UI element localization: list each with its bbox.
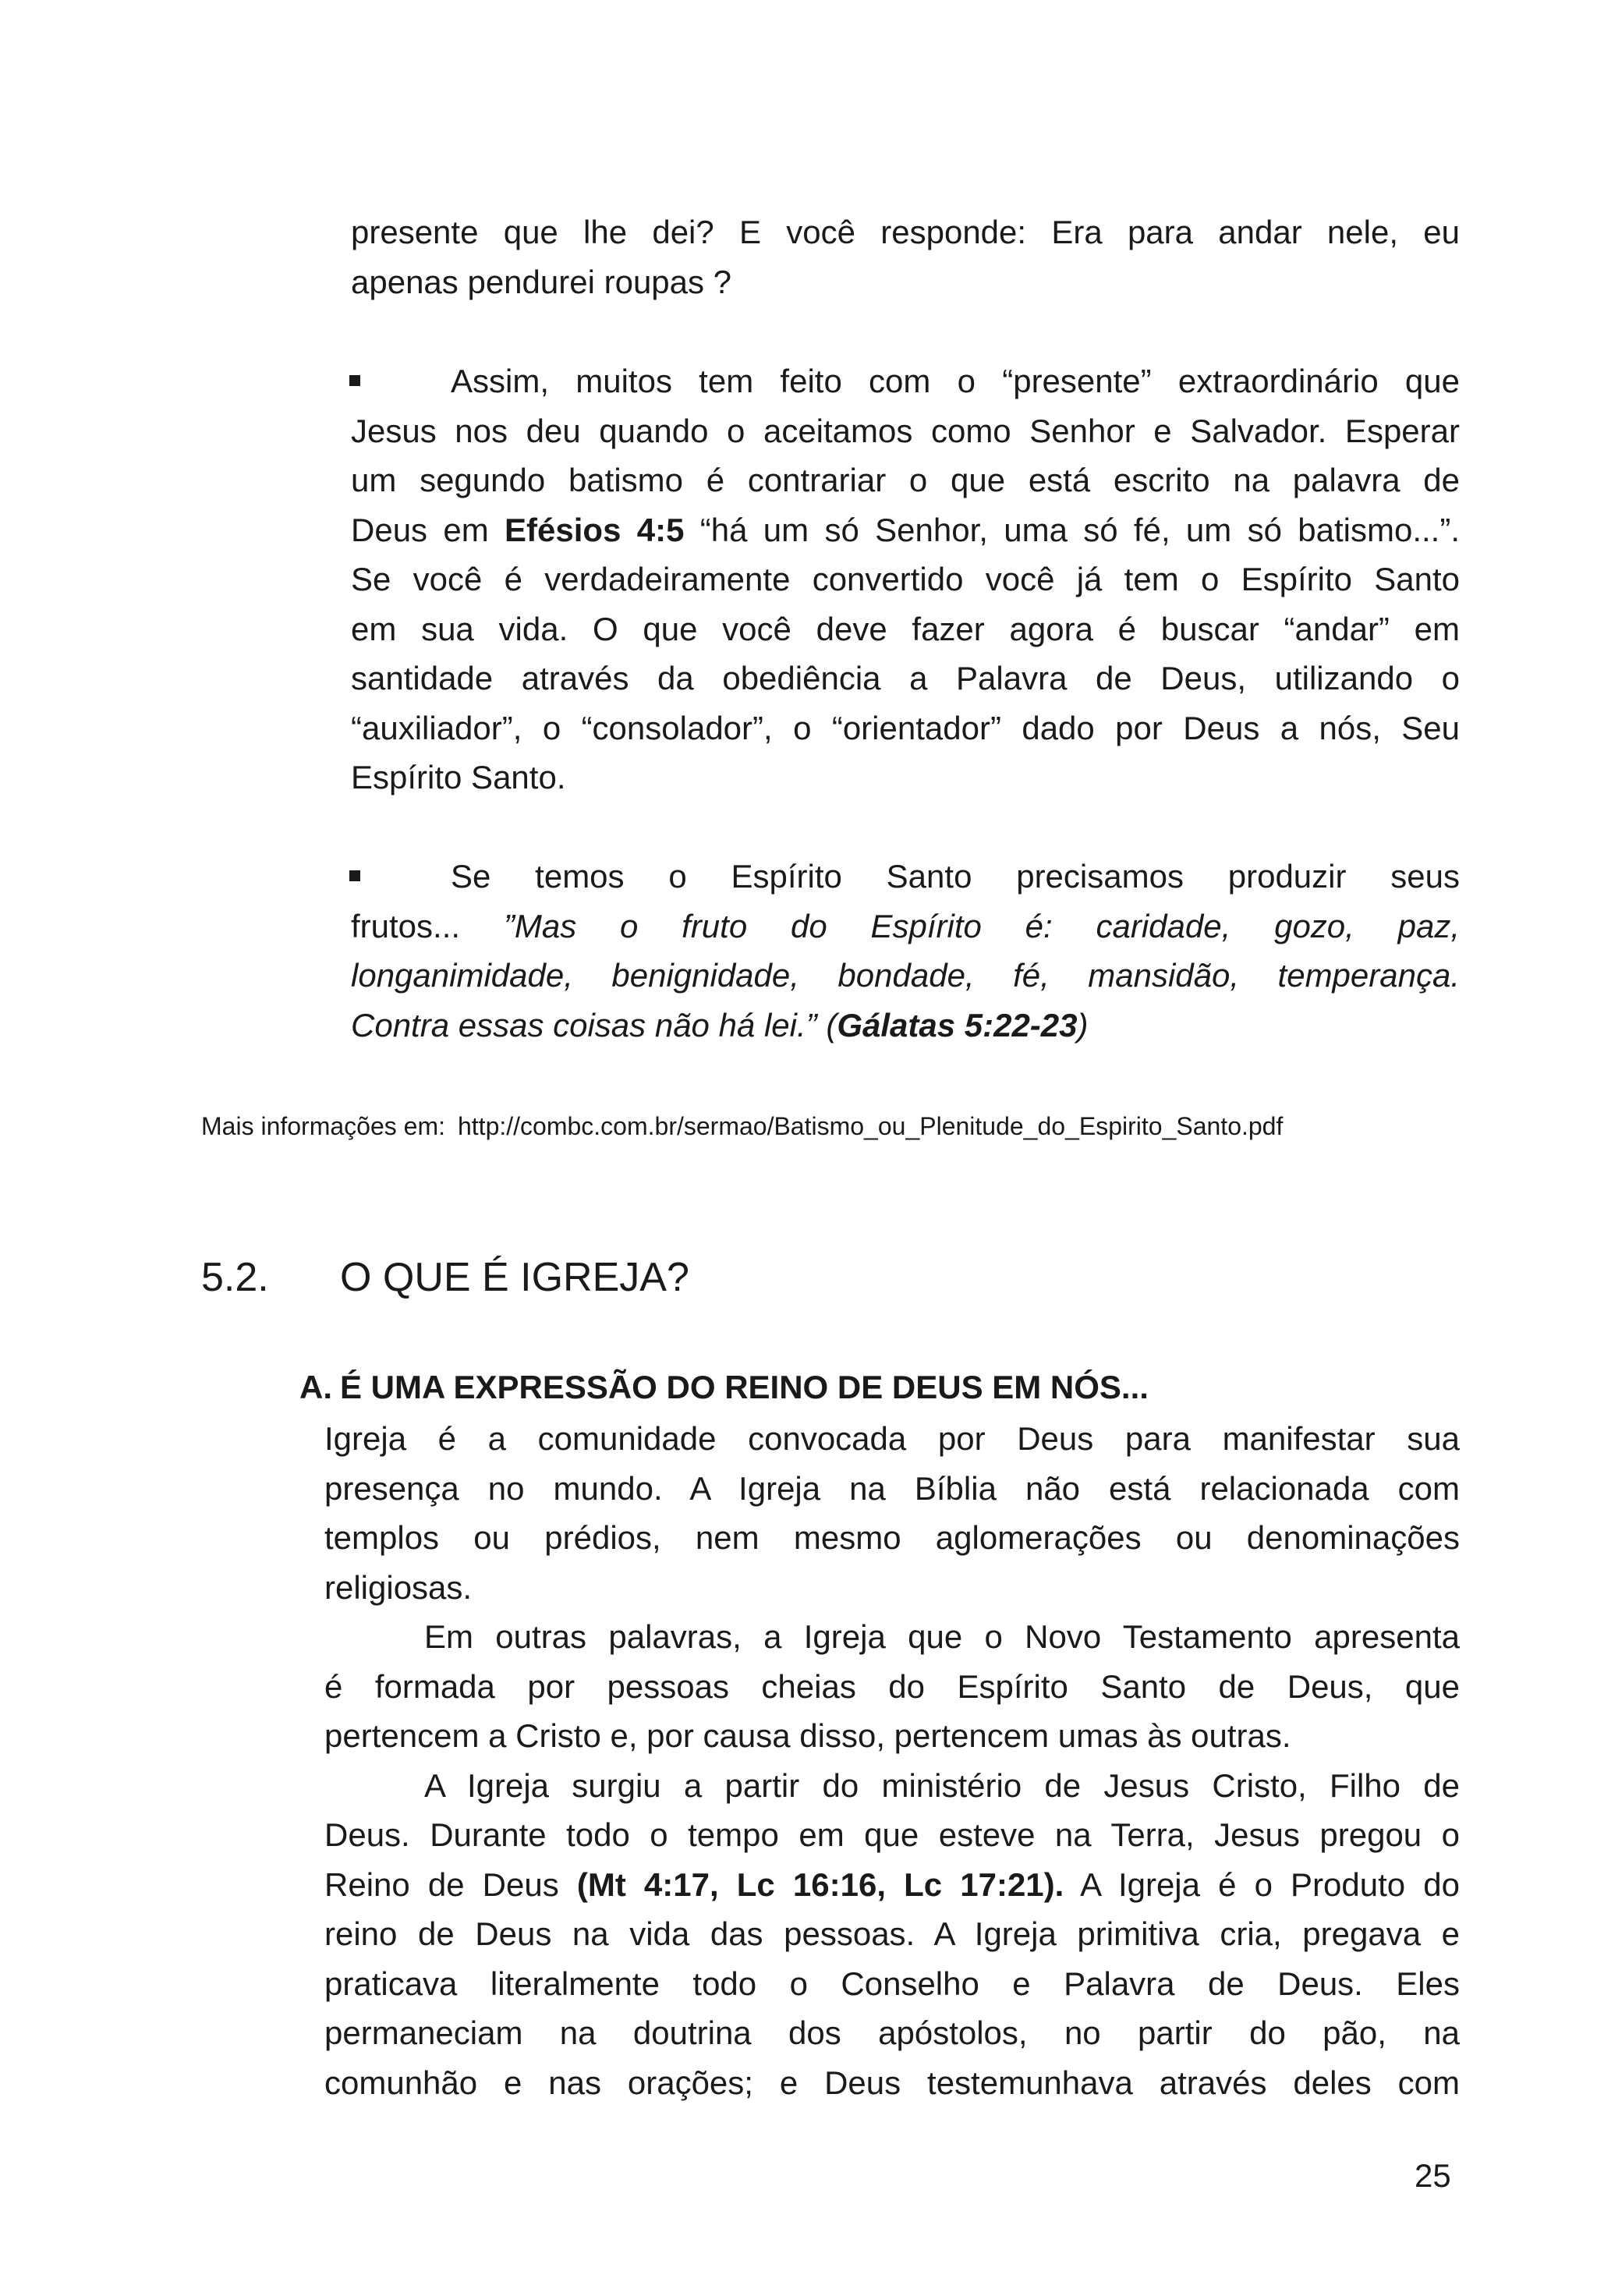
text-fragment: A Igreja é o Produto do — [1064, 1866, 1460, 1903]
text-line: apenas pendurei roupas ? — [351, 263, 732, 300]
text-line: Em outras palavras, a Igreja que o Novo Testamento apresenta — [424, 1618, 1460, 1655]
text-line: Igreja é a comunidade convocada por Deus para manifestar sua — [324, 1420, 1460, 1457]
text-fragment: Reino de Deus — [324, 1866, 577, 1903]
text-line — [351, 902, 1460, 951]
text-fragment: Deus em — [351, 511, 505, 548]
text-fragment: ( — [826, 1006, 837, 1043]
text-line: Se temos o Espírito Santo precisamos produzir seus — [451, 858, 1460, 895]
text-line — [351, 1001, 1460, 1051]
continued-paragraph — [351, 207, 1460, 306]
subsection-heading — [299, 1369, 1149, 1406]
text-line: em sua vida. O que você deve fazer agora é buscar “andar” em — [351, 610, 1460, 647]
scripture-reference: Gálatas 5:22-23 — [837, 1006, 1078, 1043]
text-fragment: ) — [1077, 1006, 1089, 1043]
square-bullet-icon — [349, 870, 360, 881]
text-line: reino de Deus na vida das pessoas. A Igreja primitiva cria, pregava e — [324, 1915, 1460, 1952]
bullet-paragraph — [351, 356, 1460, 803]
scripture-reference: Efésios 4:5 — [505, 511, 685, 548]
body-text — [324, 1414, 1460, 2107]
text-line: templos ou prédios, nem mesmo aglomerações ou denominações — [324, 1519, 1460, 1556]
text-line: praticava literalmente todo o Conselho e Palavra de Deus. Eles — [324, 1965, 1460, 2002]
text-line: Assim, muitos tem feito com o “presente” extraordinário que — [451, 363, 1460, 399]
text-line: santidade através da obediência a Palavra de Deus, utilizando o — [351, 660, 1460, 696]
text-fragment: “há um só Senhor, uma só fé, um só batismo...”. — [684, 511, 1460, 548]
page-number: 25 — [1415, 2157, 1451, 2194]
text-line: Deus. Durante todo o tempo em que esteve na Terra, Jesus pregou o — [324, 1816, 1460, 1853]
text-line: Jesus nos deu quando o aceitamos como Senhor e Salvador. Esperar — [351, 412, 1460, 449]
section-title: O QUE É IGREJA? — [340, 1255, 689, 1300]
text-fragment: frutos... — [351, 907, 504, 944]
square-bullet-icon — [349, 375, 360, 386]
subsection-letter: A. — [299, 1369, 332, 1405]
text-line: Se você é verdadeiramente convertido você já tem o Espírito Santo — [351, 561, 1460, 597]
section-heading — [201, 1254, 689, 1301]
text-line: presente que lhe dei? E você responde: Era para andar nele, eu — [351, 214, 1460, 250]
more-info-note — [201, 1112, 1283, 1141]
text-line: permaneciam na doutrina dos apóstolos, no partir do pão, na — [324, 2014, 1460, 2051]
section-number: 5.2. — [201, 1255, 269, 1300]
more-info-url: http://combc.com.br/sermao/Batismo_ou_Plenitude_do_Espirito_Santo.pdf — [457, 1112, 1284, 1140]
text-line: é formada por pessoas cheias do Espírito Santo de Deus, que — [324, 1667, 1460, 1705]
text-line: pertencem a Cristo e, por causa disso, pertencem umas às outras. — [324, 1717, 1291, 1754]
scripture-quote: ”Mas o fruto do Espírito é: caridade, gozo, paz, — [503, 907, 1461, 944]
text-line: um segundo batismo é contrariar o que está escrito na palavra de — [351, 462, 1460, 498]
more-info-label: Mais informações em: — [201, 1112, 445, 1140]
bullet-paragraph — [351, 852, 1460, 1050]
subsection-title: É UMA EXPRESSÃO DO REINO DE DEUS EM NÓS... — [340, 1369, 1149, 1405]
text-line: Espírito Santo. — [351, 759, 566, 795]
text-line: “auxiliador”, o “consolador”, o “orientador” dado por Deus a nós, Seu — [351, 709, 1460, 746]
text-line — [324, 1860, 1460, 1910]
scripture-reference: (Mt 4:17, Lc 16:16, Lc 17:21). — [576, 1866, 1064, 1903]
text-line: religiosas. — [324, 1568, 473, 1606]
text-line — [351, 505, 1460, 555]
text-line: comunhão e nas orações; e Deus testemunhava através deles com — [324, 2064, 1460, 2101]
text-line: presença no mundo. A Igreja na Bíblia não está relacionada com — [324, 1469, 1460, 1507]
scripture-quote: longanimidade, benignidade, bondade, fé, mansidão, temperança. — [351, 957, 1460, 994]
text-line: A Igreja surgiu a partir do ministério de Jesus Cristo, Filho de — [424, 1766, 1460, 1804]
scripture-quote: Contra essas coisas não há lei.” — [351, 1006, 827, 1043]
